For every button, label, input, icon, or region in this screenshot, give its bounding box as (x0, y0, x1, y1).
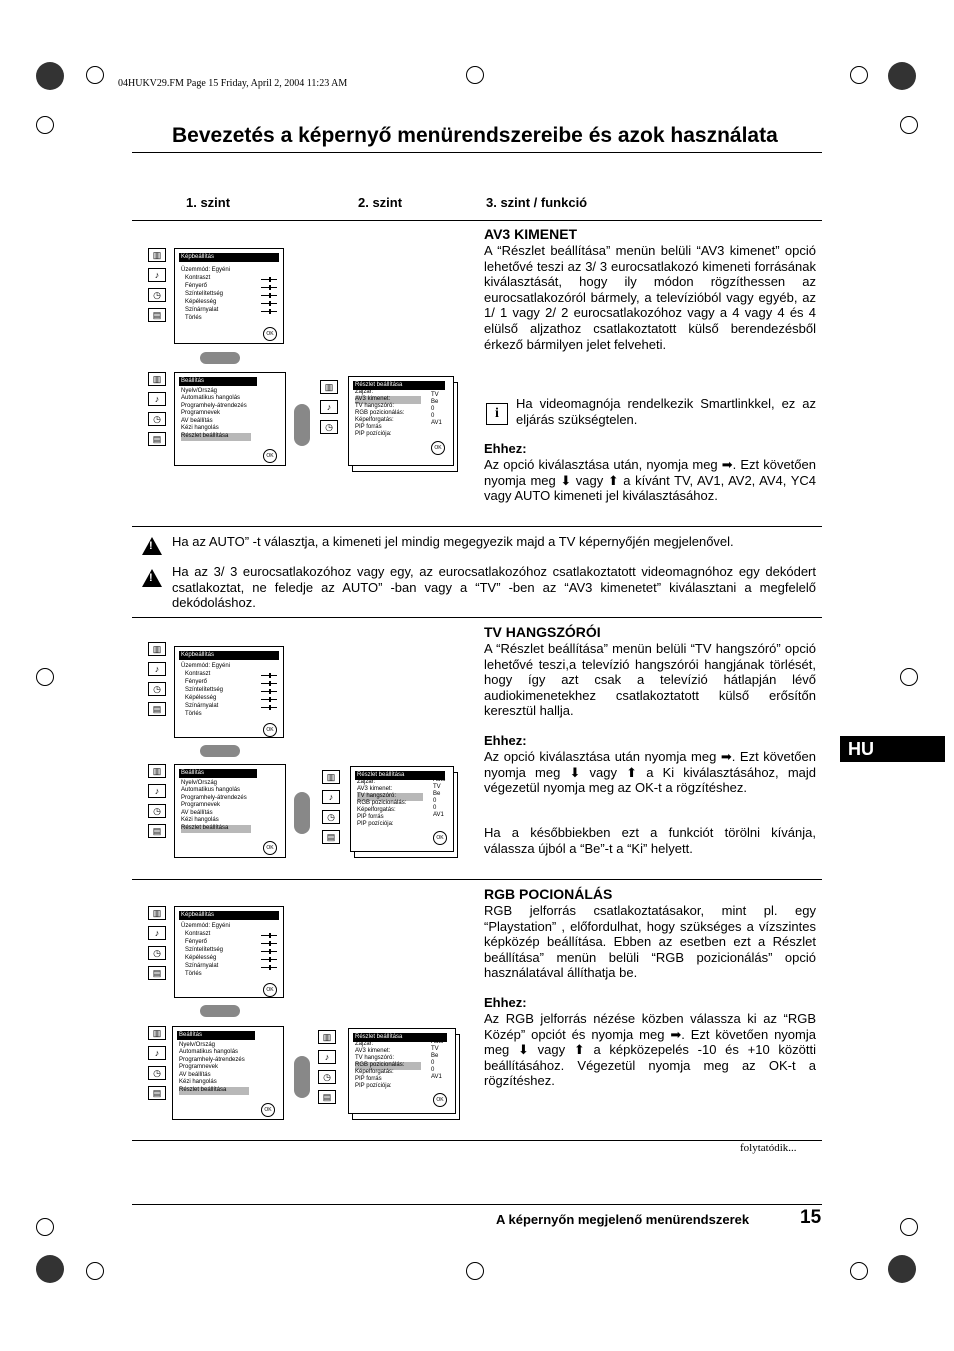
slider-icon (261, 699, 277, 700)
setup-menu-icon: ▤ (318, 1090, 336, 1104)
menu-item: TV hangszóró: (355, 403, 395, 409)
menu-item: Programhely-átrendezés (179, 1057, 245, 1063)
menu-value: AV1 (431, 1074, 442, 1080)
menu-item: Fényerő (185, 283, 208, 289)
menu-value: AV1 (431, 420, 442, 426)
menu-item-selected: Részlet beállítása (181, 433, 251, 441)
menu-item: Üzemmód: Egyéni (181, 267, 231, 273)
menu-item-selected: AV3 kimenet: (355, 396, 421, 404)
sound-menu-icon: ♪ (320, 400, 338, 414)
menu-value: Be (431, 1053, 439, 1059)
menu-item: Programnevek (181, 410, 221, 416)
menu-item: RGB pozicionálás: (355, 410, 405, 416)
av3-steps: Az opció kiválasztása után, nyomja meg ➡. Ezt követően nyomja meg ⬇ vagy ⬆ a kívánt TV, AV1, AV2, AV4, YC4 vagy AUTO kimeneti jel kiválasztásához. (484, 457, 816, 504)
timer-menu-icon: ◷ (148, 1066, 166, 1080)
timer-menu-icon: ◷ (322, 810, 340, 824)
menu-value: Auto (431, 1039, 444, 1045)
av3-text: A “Részlet beállítása” menün belüli “AV3 kimenet” opció lehetővé teszi az 3/ 3 eurocsatlakozó kimeneti forrásának kiválasztását, hogy ily módon rögzíthessen az eurocsatlakozóról bármely, a televízióból vagy egyéb, az 1/ 1 vagy 2/ 2 eurocsatlakozóhoz vagy a 4 vagy 4 és 4 elülső aljzathoz csatlakoztatott külső berendezésből érkező bármilyen jelet felveheti. (484, 243, 816, 352)
slider-icon (261, 943, 277, 944)
tv-steps: Az opció kiválasztása után nyomja meg ➡. Ezt követően nyomja meg ⬇ vagy ⬆ a Ki kiválasztásához, majd végezetül nyomja meg az OK-t a rögzítéshez. (484, 749, 816, 796)
menu-item: Üzemmód: Egyéni (181, 663, 231, 669)
timer-menu-icon: ◷ (148, 946, 166, 960)
menu-item: Színárnyalat (185, 307, 219, 313)
menu-header: Beállítás (179, 377, 257, 386)
menu-item: Képelforgatás: (355, 417, 394, 423)
menu-item: Zajzár: (355, 1041, 374, 1047)
page-number: 15 (800, 1207, 822, 1228)
menu-item: Képélesség (185, 695, 217, 701)
ok-button-icon: OK (433, 1093, 447, 1107)
menu-item: Színárnyalat (185, 703, 219, 709)
slider-icon (261, 295, 277, 296)
menu-item: Színtelítettség (185, 947, 224, 953)
menu-item: Nyelv/Ország (179, 1042, 216, 1048)
right-arrow-icon (294, 404, 310, 446)
menu-header: Képbeállítás (179, 911, 279, 920)
menu-item: Automatikus hangolás (179, 1049, 239, 1055)
menu-item: Automatikus hangolás (181, 787, 241, 793)
menu-item: Fényerő (185, 679, 208, 685)
print-header: 04HUKV29.FM Page 15 Friday, April 2, 2004 11:23 AM (118, 78, 348, 89)
menu-value: Auto (431, 385, 444, 391)
warning-icon: ! (142, 569, 162, 587)
timer-menu-icon: ◷ (320, 420, 338, 434)
levels-rule (132, 220, 822, 221)
menu-item: Nyelv/Ország (181, 388, 218, 394)
rgb-steps: Az RGB jelforrás nézése közben válassza ki az “RGB Közép” opciót és nyomja meg ➡. Ezt követően nyomja meg ⬇ vagy ⬆ a képközepelés -10 és +10 közötti beállításához. Végezetül nyomja meg az OK-t a rögzítéshez. (484, 1011, 816, 1089)
menu-item: PIP pozíciója: (355, 1083, 392, 1089)
right-arrow-icon (294, 1056, 310, 1098)
ok-button-icon: OK (263, 723, 277, 737)
menu-header: Részlet beállítása (353, 381, 445, 390)
menu-item: Törlés (185, 315, 202, 321)
picture-menu-icon: ▥ (148, 372, 166, 386)
crop-mark-icon (86, 1262, 104, 1280)
setup-menu-icon: ▤ (322, 830, 340, 844)
picture-menu-icon: ▥ (148, 906, 166, 920)
menu-item: Kézi hangolás (179, 1079, 217, 1085)
detail-menu-screen (350, 766, 454, 852)
slider-icon (261, 935, 277, 936)
crop-mark-icon (36, 1218, 54, 1236)
crop-mark-icon (36, 116, 54, 134)
slider-icon (261, 691, 277, 692)
setup-menu-screen (174, 372, 286, 466)
menu-header: Beállítás (177, 1031, 255, 1040)
warning-1: Ha az AUTO” -t választja, a kimeneti jel mindig megegyezik majd a TV képernyőjén megjelenővel. (172, 534, 734, 549)
menu-item: Képelforgatás: (357, 807, 396, 813)
menu-item: Színtelítettség (185, 687, 224, 693)
ok-button-icon: OK (431, 441, 445, 455)
menu-item: Képelforgatás: (355, 1069, 394, 1075)
timer-menu-icon: ◷ (318, 1070, 336, 1084)
setup-menu-screen (172, 1026, 284, 1120)
menu-item: Kézi hangolás (181, 817, 219, 823)
tv-ehhez: Ehhez: (484, 733, 527, 748)
menu-value: Be (433, 791, 441, 797)
crop-mark-icon (900, 116, 918, 134)
crop-mark-icon (466, 66, 484, 84)
crop-mark-icon (900, 668, 918, 686)
menu-item: AV beállítás (179, 1072, 211, 1078)
menu-item: Programnevek (181, 802, 221, 808)
rgb-illustration (144, 904, 464, 1129)
rgb-ehhez: Ehhez: (484, 995, 527, 1010)
menu-header: Részlet beállítása (353, 1033, 447, 1042)
rgb-paragraph: RGB jelforrás csatlakoztatásakor, mint pl. egy “Playstation” , előfordulhat, hogy szükséges a vízszintes képközép beállítása. Ebben az esetben ezt a Részlet beállítása” menün belüli “RGB pozicionálás” opció használatával állíthatja be. (484, 903, 816, 981)
section-rule (132, 879, 822, 880)
menu-item: Színtelítettség (185, 291, 224, 297)
ok-button-icon: OK (263, 327, 277, 341)
setup-menu-icon: ▤ (148, 432, 166, 446)
av3-ehhez: Ehhez: (484, 441, 527, 456)
menu-value: 0 (431, 1067, 435, 1073)
menu-item: AV3 kimenet: (357, 786, 393, 792)
footer-title: A képernyőn megjelenő menürendszerek (496, 1212, 750, 1227)
sound-menu-icon: ♪ (148, 268, 166, 282)
menu-item: Kontraszt (185, 931, 211, 937)
menu-item: Fényerő (185, 939, 208, 945)
registration-mark (36, 62, 64, 90)
menu-header: Beállítás (179, 769, 257, 778)
menu-value: 0 (431, 413, 435, 419)
ok-button-icon: OK (263, 841, 277, 855)
menu-value: TV (431, 1046, 439, 1052)
crop-mark-icon (850, 66, 868, 84)
menu-item: Programhely-átrendezés (181, 795, 247, 801)
menu-item: TV hangszóró: (355, 1055, 395, 1061)
menu-item: Zajzár: (357, 779, 376, 785)
menu-item-selected: RGB pozicionálás: (355, 1062, 421, 1070)
menu-item: Színárnyalat (185, 963, 219, 969)
setup-menu-icon: ▤ (148, 1086, 166, 1100)
av3-paragraph (484, 243, 816, 352)
tv-title: TV HANGSZÓRÓI (484, 624, 601, 640)
page-title: Bevezetés a képernyő menürendszereibe és azok használata (172, 124, 778, 147)
level-2-label: 2. szint (358, 195, 403, 210)
menu-header: Részlet beállítása (355, 771, 445, 780)
slider-icon (261, 707, 277, 708)
menu-item: AV beállítás (181, 418, 213, 424)
right-arrow-icon (294, 792, 310, 834)
setup-menu-icon: ▤ (148, 824, 166, 838)
menu-item-selected: Részlet beállítása (181, 825, 251, 833)
timer-menu-icon: ◷ (148, 288, 166, 302)
warning-icon: ! (142, 537, 162, 555)
menu-value: Be (431, 399, 439, 405)
crop-mark-icon (86, 66, 104, 84)
sound-menu-icon: ♪ (148, 662, 166, 676)
picture-menu-icon: ▥ (318, 1030, 336, 1044)
menu-item: PIP forrás (355, 424, 382, 430)
slider-icon (261, 683, 277, 684)
ok-button-icon: OK (433, 831, 447, 845)
picture-menu-screen (174, 906, 284, 998)
language-tab: HU (840, 736, 945, 762)
menu-value: Auto (433, 777, 446, 783)
slider-icon (261, 287, 277, 288)
picture-menu-icon: ▥ (148, 1026, 166, 1040)
picture-menu-screen (174, 248, 284, 344)
sound-menu-icon: ♪ (148, 784, 166, 798)
picture-menu-icon: ▥ (322, 770, 340, 784)
section-rule (132, 617, 822, 618)
timer-menu-icon: ◷ (148, 804, 166, 818)
tv-paragraph: A “Részlet beállítása” menün belüli “TV hangszóró” opció lehetővé teszi,a televízió hangszórói hangjának törlését, hogy így azt csak a televízió hátlapján lévő audiokimenetekhez csatlakoztatott külső erősítőn keresztül hallja. (484, 641, 816, 719)
registration-mark (36, 1255, 64, 1283)
slider-icon (261, 967, 277, 968)
menu-item: Kézi hangolás (181, 425, 219, 431)
setup-menu-screen (174, 764, 286, 858)
menu-item-selected: TV hangszóró: (357, 793, 423, 801)
down-arrow-icon (200, 352, 240, 364)
down-arrow-icon (200, 1005, 240, 1017)
section-rule (132, 526, 822, 527)
menu-item: Képélesség (185, 955, 217, 961)
sound-menu-icon: ♪ (148, 926, 166, 940)
menu-item: PIP forrás (355, 1076, 382, 1082)
menu-header: Képbeállítás (179, 253, 279, 262)
down-arrow-icon (200, 745, 240, 757)
picture-menu-icon: ▥ (148, 764, 166, 778)
menu-item: Kontraszt (185, 275, 211, 281)
slider-icon (261, 675, 277, 676)
sound-menu-icon: ♪ (148, 392, 166, 406)
level-3-label: 3. szint / funkció (486, 195, 588, 210)
sound-menu-icon: ♪ (148, 1046, 166, 1060)
menu-value: 0 (431, 1060, 435, 1066)
menu-item-selected: Részlet beállítása (179, 1087, 249, 1095)
menu-value: TV (431, 392, 439, 398)
setup-menu-icon: ▤ (148, 308, 166, 322)
menu-item: Programhely-átrendezés (181, 403, 247, 409)
av3-title: AV3 KIMENET (484, 226, 578, 242)
level-1-label: 1. szint (186, 195, 231, 210)
menu-item: Törlés (185, 971, 202, 977)
menu-item: PIP forrás (357, 814, 384, 820)
detail-menu-screen (348, 376, 454, 466)
warning-2: Ha az 3/ 3 eurocsatlakozóhoz vagy egy, az eurocsatlakozóhoz csatlakoztatott videomagnóhoz egy dekódert csatlakoztat, ne feledje az AUTO” -ban vagy a “TV” -ben az “AV3 kimenetet” kiválasztani a megfelelő dekódoláshoz. (172, 564, 816, 611)
menu-value: TV (433, 784, 441, 790)
picture-menu-icon: ▥ (148, 248, 166, 262)
av3-illustration (144, 246, 464, 476)
menu-item: PIP pozíciója: (355, 431, 392, 437)
ok-button-icon: OK (261, 1103, 275, 1117)
tv-note: Ha a későbbiekben ezt a funkciót törölni kívánja, válassza újból a “Be”-t a “Ki” helyett. (484, 825, 816, 856)
ok-button-icon: OK (263, 983, 277, 997)
ok-button-icon: OK (263, 449, 277, 463)
title-rule (132, 152, 822, 153)
setup-menu-icon: ▤ (148, 702, 166, 716)
picture-menu-icon: ▥ (148, 642, 166, 656)
continued-note: folytatódik... (740, 1142, 797, 1154)
menu-value: AV1 (433, 812, 444, 818)
menu-item: RGB pozicionálás: (357, 800, 407, 806)
menu-value: 0 (433, 798, 437, 804)
menu-item: AV3 kimenet: (355, 1048, 391, 1054)
menu-value: 0 (433, 805, 437, 811)
registration-mark (888, 62, 916, 90)
menu-item: Kontraszt (185, 671, 211, 677)
registration-mark (888, 1255, 916, 1283)
slider-icon (261, 959, 277, 960)
slider-icon (261, 303, 277, 304)
tv-illustration (144, 640, 464, 865)
footer-rule (132, 1204, 822, 1205)
menu-header: Képbeállítás (179, 651, 279, 660)
picture-menu-screen (174, 646, 284, 738)
menu-item: Törlés (185, 711, 202, 717)
slider-icon (261, 951, 277, 952)
info-icon: i (486, 403, 508, 425)
crop-mark-icon (850, 1262, 868, 1280)
menu-item: PIP pozíciója: (357, 821, 394, 827)
sound-menu-icon: ♪ (318, 1050, 336, 1064)
rgb-title: RGB POCIONÁLÁS (484, 886, 613, 902)
slider-icon (261, 279, 277, 280)
detail-menu-screen (348, 1028, 456, 1114)
menu-item: Automatikus hangolás (181, 395, 241, 401)
timer-menu-icon: ◷ (148, 682, 166, 696)
sound-menu-icon: ♪ (322, 790, 340, 804)
menu-item: Képélesség (185, 299, 217, 305)
setup-menu-icon: ▤ (148, 966, 166, 980)
crop-mark-icon (900, 1218, 918, 1236)
crop-mark-icon (466, 1262, 484, 1280)
section-rule (132, 1140, 822, 1141)
menu-item: Zajzár: (355, 389, 374, 395)
menu-item: Nyelv/Ország (181, 780, 218, 786)
menu-value: 0 (431, 406, 435, 412)
picture-menu-icon: ▥ (320, 380, 338, 394)
slider-icon (261, 311, 277, 312)
crop-mark-icon (36, 668, 54, 686)
menu-item: Üzemmód: Egyéni (181, 923, 231, 929)
menu-item: Programnevek (179, 1064, 219, 1070)
menu-item: AV beállítás (181, 810, 213, 816)
timer-menu-icon: ◷ (148, 412, 166, 426)
av3-info-text: Ha videomagnója rendelkezik Smartlinkkel, ez az eljárás szükségtelen. (516, 396, 816, 427)
